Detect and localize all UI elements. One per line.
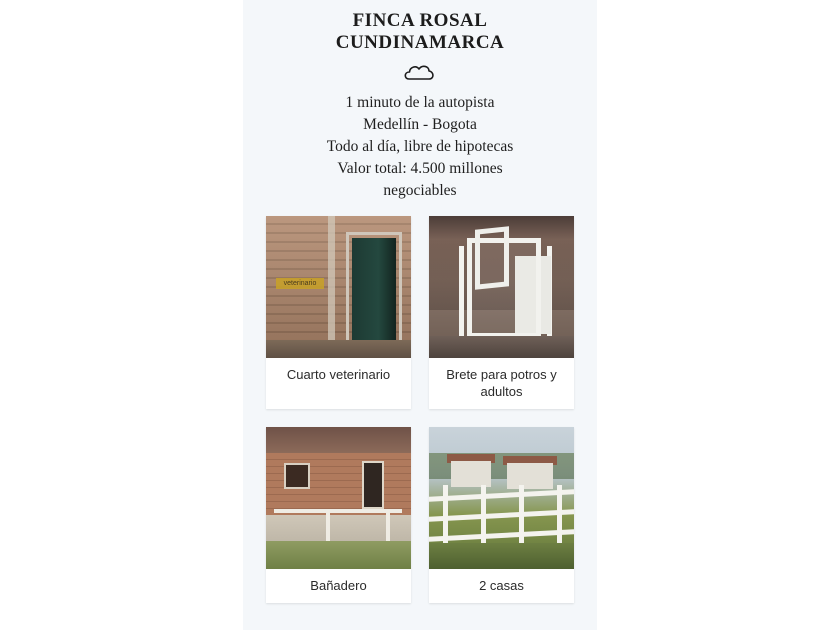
photo-card-cuarto-veterinario[interactable] (266, 216, 411, 409)
photo-card-banadero[interactable] (266, 427, 411, 603)
photo-card-2-casas[interactable] (429, 427, 574, 603)
photo-caption-brete: Brete para potros y adultos (446, 367, 557, 399)
cloud-icon (403, 63, 437, 83)
cloud-icon-wrap (243, 58, 597, 88)
photo-detail-fence-post-3 (519, 485, 524, 543)
photo-caption-banadero: Bañadero (310, 578, 367, 593)
photo-card-brete[interactable] (429, 216, 574, 409)
photo-banadero (266, 427, 411, 569)
photo-detail-floor (429, 336, 574, 358)
subtitle-line-5: negociables (383, 182, 457, 199)
photo-detail-rail-left (459, 246, 464, 341)
photo-detail-window (284, 463, 310, 489)
photo-detail-grass (266, 541, 411, 569)
photo-detail-house2 (507, 463, 553, 489)
photo-detail-post (328, 216, 335, 358)
page-title-line-1: FINCA ROSAL (352, 10, 488, 31)
photo-detail-ground (266, 340, 411, 358)
photo-detail-fence-post-2 (481, 485, 486, 543)
photo-caption-2-casas: 2 casas (479, 578, 524, 593)
subtitle-line-1: 1 minuto de la autopista (345, 94, 495, 111)
photo-detail-fence-rail-3 (429, 529, 574, 542)
photo-cuarto-veterinario (266, 216, 411, 358)
poster-panel (243, 0, 597, 630)
subtitle-line-2: Medellín - Bogota (363, 116, 477, 133)
photo-detail-ground (429, 543, 574, 569)
photo-detail-chute-gate (475, 226, 509, 290)
subtitle-line-3: Todo al día, libre de hipotecas (326, 138, 514, 155)
photo-caption-cuarto-veterinario: Cuarto veterinario (286, 367, 391, 382)
photo-detail-rail-post-1 (326, 509, 330, 541)
photo-detail-rail-post-2 (386, 509, 390, 541)
photo-detail-roof (266, 427, 411, 453)
poster-header (243, 0, 597, 202)
photo-detail-door (362, 461, 384, 509)
photo-detail-fence-rail-1 (429, 489, 574, 502)
photo-brete-potros-adultos (429, 216, 574, 358)
photo-detail-fence-post-1 (443, 485, 448, 543)
photo-detail-fence-rail-2 (429, 509, 574, 522)
photo-detail-fence-post-4 (557, 485, 562, 543)
page-title-line-2: CUNDINAMARCA (335, 32, 505, 53)
photo-grid (243, 216, 597, 603)
subtitle-line-4: Valor total: 4.500 millones (337, 160, 503, 177)
photo-detail-rail (274, 509, 402, 513)
poster-subtitle (243, 92, 597, 202)
veterinary-sign: veterinario (276, 278, 324, 289)
photo-2-casas (429, 427, 574, 569)
photo-detail-house1 (451, 461, 491, 487)
